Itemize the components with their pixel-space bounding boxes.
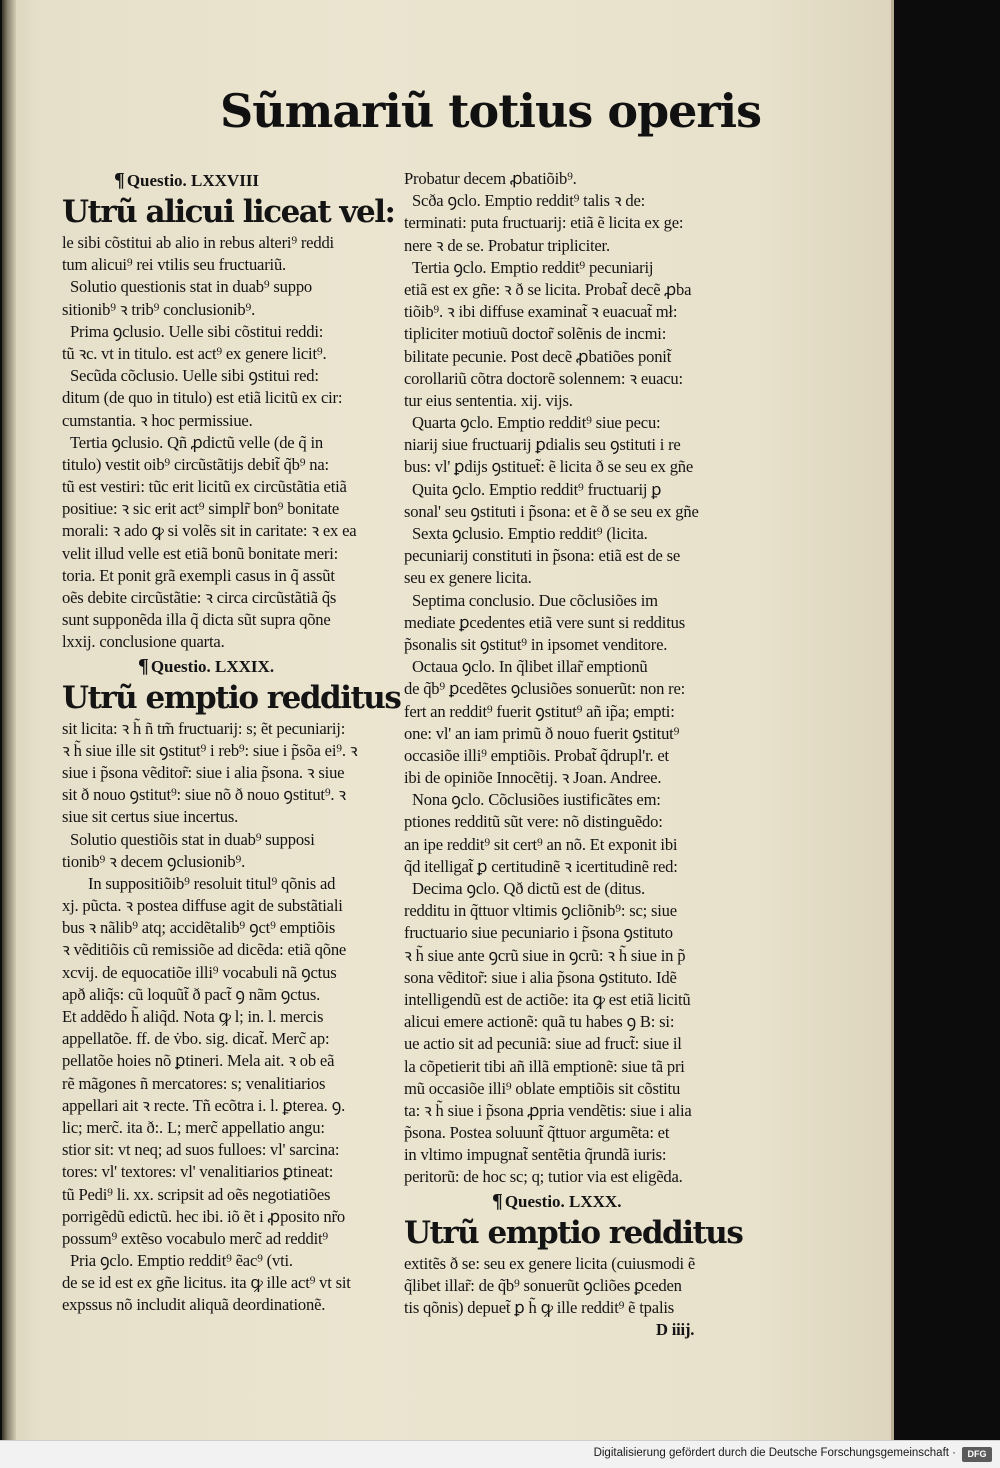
- text-line: tores: vl' textores: vl' venalitiarios ꝑtineat:: [62, 1162, 334, 1182]
- text-line: one: vl' an iam primũ ð nouo fuerit ꝯstitut⁹: [404, 723, 680, 743]
- question-label-row: [62, 654, 402, 678]
- text-line: bilitate pecunie. Post decẽ ꝓbatiões ponit̃: [404, 346, 672, 366]
- text-line: lic; merc̃. ita ð:. L; merc̃ appellatio angu:: [62, 1117, 325, 1137]
- text-line: fert an reddit⁹ fuerit ꝯstitut⁹ añ ip̃a; empti:: [404, 701, 675, 721]
- text-line: Probatur decem ꝓbatiõib⁹.: [404, 169, 577, 188]
- text-line: tis qõnis) depuet̃ ꝑ h̃ ꝙ ille reddit⁹ ẽ tpalis: [404, 1298, 675, 1317]
- question-label: Questio. LXXX.: [504, 1191, 622, 1211]
- text-line: fructuario siue pecuniario i p̃sona ꝯstituto: [404, 923, 673, 943]
- text-line: ꝛ vẽditiõis cũ remissiõe ad dicẽda: etiã qõne: [62, 940, 347, 960]
- text-line: tũ Pedi⁹ li. xx. scripsit ad oẽs negotiatiões: [62, 1184, 331, 1204]
- text-line: tũ ꝛc. vt in titulo. est act⁹ ex genere licit⁹.: [62, 343, 327, 363]
- text-line: p̃sona. Postea soluunt̃ q̃ttuor argumẽta: et: [404, 1123, 670, 1143]
- text-line: Tertia ꝯclusio. Qñ ꝓdictũ velle (de q̃ in: [70, 432, 323, 452]
- text-line: p̃sonalis sit ꝯstitut⁹ in ipsomet venditore.: [404, 634, 668, 654]
- text-line: appellatõe. ff. de v̇bo. sig. dicat̃. Merc̃ ap:: [62, 1029, 330, 1049]
- text-line: appellari ait ꝛ recte. Tñ ecõtra i. l. ꝑterea. ꝯ.: [62, 1095, 346, 1115]
- text-line: xcvij. de equocatiõe illi⁹ vocabuli nã ꝯctus: [62, 962, 337, 982]
- text-line: alicui emere actionẽ: quã tu habes ꝯ B: si:: [404, 1012, 675, 1032]
- text-line: Pria ꝯclo. Emptio reddit⁹ ẽac⁹ (vti.: [70, 1251, 293, 1271]
- text-line: lxxij. conclusione quarta.: [62, 632, 225, 652]
- text-line: velit illud velle est etiã bonũ bonitate meri:: [62, 543, 339, 563]
- text-line: expssus nõ includit aliquã deordinationẽ.: [62, 1295, 326, 1315]
- text-line: toria. Et ponit grã exempli casus in q̃ assũt: [62, 565, 335, 585]
- text-line: occasiõe illi⁹ emptiõis. Probat̃ q̃drupl'r. et: [404, 745, 669, 765]
- text-line: pecuniarij constituti in p̃sona: etiã est de se: [404, 546, 681, 566]
- text-line: tipliciter motiuũ doctor̃ solẽnis de incmi:: [404, 324, 667, 344]
- text-line: corollariũ cõtra doctorẽ solennem: ꝛ euacu:: [404, 368, 683, 388]
- book-page: [2, 0, 894, 1440]
- text-line: ue actio sit ad pecuniã: siue ad fruct̃: siue il: [404, 1034, 682, 1054]
- text-line: redditu in q̃ttuor vltimis ꝯcliõnib⁹: sc; siue: [404, 901, 677, 921]
- text-line: sit licita: ꝛ h̃ ñ tm̃ fructuarij: s; ẽt pecuniarij:: [62, 718, 346, 738]
- text-line: terminati: puta fructuarij: etiã ẽ licita ex ge:: [404, 213, 684, 233]
- text-line: tum alicui⁹ rei vtilis seu fructuariũ.: [62, 255, 286, 275]
- text-line: extitẽs ð se: seu ex genere licita (cuiusmodi ẽ: [404, 1253, 696, 1273]
- text-line: pellatõe hoies nõ ꝑtineri. Mela ait. ꝛ ob eã: [62, 1051, 335, 1071]
- question-heading: Utrũ alicui liceat vel:: [62, 194, 395, 230]
- digitization-footer: [0, 1440, 1000, 1468]
- text-line: ditum (de quo in titulo) est etiã licitũ ex cir:: [62, 388, 343, 408]
- text-line: bus: vl' ꝑdijs ꝯstituet̃: ẽ licita ð se seu ex gñe: [404, 457, 694, 477]
- pilcrow-icon: ¶: [114, 169, 125, 191]
- text-line: q̃d itelligat̃ ꝑ certitudinẽ ꝛ icertitudinẽ red:: [404, 856, 678, 876]
- text-line: titulo) vestit oib⁹ circũstãtijs debit̃ q̃b⁹ na:: [62, 454, 329, 474]
- text-line: Scða ꝯclo. Emptio reddit⁹ talis ꝛ de:: [412, 191, 646, 211]
- right-text-column: [404, 168, 774, 1341]
- text-line: Tertia ꝯclo. Emptio reddit⁹ pecuniarij: [412, 257, 654, 277]
- question-label: Questio. LXXVIII: [126, 171, 260, 190]
- text-line: Sexta ꝯclusio. Emptio reddit⁹ (licita.: [412, 524, 648, 543]
- text-line: tur eius sententia. xij. vijs.: [404, 390, 573, 410]
- text-line: mũ occasiõe illi⁹ oblate emptiõis sit cõstitu: [404, 1078, 681, 1098]
- question-label-row: [62, 168, 402, 192]
- text-line: Quita ꝯclo. Emptio reddit⁹ fructuarij ꝑ: [412, 479, 662, 499]
- text-line: seu ex genere licita.: [404, 568, 532, 588]
- text-line: intelligendũ est de actiõe: ita ꝙ est etiã licitũ: [404, 989, 691, 1009]
- text-line: de q̃b⁹ ꝑcedẽtes ꝯclusiões sonuerũt: non re:: [404, 679, 686, 699]
- text-line: ꝛ h̃ siue ille sit ꝯstitut⁹ i reb⁹: siue i p̃sõa ei⁹. ꝛ: [62, 740, 358, 760]
- text-line: possum⁹ extẽso vocabulo merc̃ ad reddit⁹: [62, 1228, 328, 1248]
- text-line: sunt supponẽda illa q̃ dicta sũt supra qõne: [62, 610, 331, 630]
- text-line: de se id est ex gñe licitus. ita ꝙ ille act⁹ vt sit: [62, 1273, 351, 1293]
- text-line: tiõib⁹. ꝛ ibi diffuse examinat̃ ꝛ euacuat̃ mł:: [404, 302, 678, 322]
- page-gutter: [2, 0, 16, 1440]
- text-line: siue sit certus siue incertus.: [62, 807, 239, 827]
- text-line: peritorũ: de hoc sc; q; tutior via est eligẽda.: [404, 1167, 683, 1187]
- text-line: la cõpetierit tibi añ illã emptionẽ: siue tã pri: [404, 1056, 685, 1076]
- text-line: rẽ mãgones ñ mercatores: s; venalitiarios: [62, 1073, 326, 1093]
- signature-mark: D iiij.: [656, 1320, 695, 1340]
- text-line: sitionib⁹ ꝛ trib⁹ conclusionib⁹.: [62, 299, 256, 319]
- text-line: q̃libet illar̃: de q̃b⁹ sonuerũt ꝯcliões ꝑceden: [404, 1275, 682, 1295]
- dfg-logo-icon: DFG: [962, 1447, 992, 1462]
- text-line: ibi de opiniõe Innocẽtij. ꝛ Joan. Andree.: [404, 768, 662, 788]
- text-line: niarij siue fructuarij ꝑdialis seu ꝯstituti i re: [404, 435, 681, 455]
- text-line: siue i p̃sona vẽditor̃: siue i alia p̃sona. ꝛ siue: [62, 762, 345, 782]
- text-line: tionib⁹ ꝛ decem ꝯclusionib⁹.: [62, 851, 246, 871]
- text-line: apð aliq̃s: cũ loquũt̃ ð pact̃ ꝯ nãm ꝯctus.: [62, 984, 321, 1004]
- text-line: bus ꝛ nãlib⁹ atq; accidẽtalib⁹ ꝯct⁹ emptiõis: [62, 918, 336, 938]
- running-head: Sũmariũ totius operis: [220, 84, 762, 138]
- text-line: le sibi cõstitui ab alio in rebus alteri⁹ reddi: [62, 233, 334, 252]
- text-line: mediate ꝑcedentes etiã vere sunt si redditus: [404, 612, 685, 632]
- text-line: Decima ꝯclo. Qð dictũ est de (ditus.: [412, 879, 645, 898]
- text-line: xj. pũcta. ꝛ postea diffuse agit de substãtiali: [62, 896, 343, 916]
- text-line: cumstantia. ꝛ hoc permissiue.: [62, 410, 253, 430]
- text-line: Solutio questionis stat in duab⁹ suppo: [70, 277, 313, 297]
- text-line: in vltimo impugnat̃ sentẽtia q̃rundã iuris:: [404, 1145, 667, 1165]
- text-line: sonal' seu ꝯstituti i p̃sona: et ẽ ð se seu ex gñe: [404, 501, 699, 521]
- text-line: Et addẽdo h̃ aliq̃d. Nota ꝙ l; in. l. mercis: [62, 1007, 324, 1026]
- text-line: ꝛ h̃ siue ante ꝯcrũ siue in ꝯcrũ: ꝛ h̃ siue in p̃: [404, 945, 686, 965]
- text-line: Solutio questiõis stat in duab⁹ supposi: [70, 829, 315, 849]
- text-line: sona vẽditor̃: siue i alia p̃sona ꝯstituto. Idẽ: [404, 967, 677, 987]
- question-label-row: [404, 1189, 774, 1213]
- text-line: Prima ꝯclusio. Uelle sibi cõstitui reddi:: [70, 321, 324, 341]
- text-line: In suppositiõib⁹ resoluit titul⁹ qõnis ad: [88, 873, 336, 893]
- text-line: ptiones redditũ sũt vere: nõ distinguẽdo:: [404, 812, 663, 832]
- text-line: nere ꝛ de se. Probatur tripliciter.: [404, 235, 610, 255]
- text-line: positiue: ꝛ sic erit act⁹ simplr̃ bon⁹ bonitate: [62, 499, 340, 519]
- text-line: etiã est ex gñe: ꝛ ð se licita. Probat̃ decẽ ꝓba: [404, 279, 692, 299]
- question-heading: Utrũ emptio redditus: [62, 679, 401, 716]
- pilcrow-icon: ¶: [492, 1189, 503, 1212]
- text-line: porrigẽdũ edictũ. hec ibi. iõ ẽt i ꝓposito nr̃o: [62, 1206, 345, 1226]
- text-line: an ipe reddit⁹ sit cert⁹ an nõ. Et exponit ibi: [404, 834, 678, 854]
- text-line: oẽs debite circũstãtie: ꝛ circa circũstãtiã q̃s: [62, 588, 337, 607]
- text-line: ta: ꝛ h̃ siue i p̃sona ꝓpria vendẽtis: siue i alia: [404, 1100, 692, 1120]
- pilcrow-icon: ¶: [138, 654, 149, 677]
- funding-notice: Digitalisierung gefördert durch die Deutsche Forschungsgemeinschaft ·: [593, 1447, 956, 1459]
- question-heading: Utrũ emptio redditus: [404, 1214, 743, 1251]
- text-line: Nona ꝯclo. Cõclusiões iustificãtes em:: [412, 790, 661, 810]
- text-line: Secũda cõclusio. Uelle sibi ꝯstitui red:: [70, 366, 319, 386]
- question-label: Questio. LXXIX.: [150, 656, 275, 676]
- text-line: Quarta ꝯclo. Emptio reddit⁹ siue pecu:: [412, 413, 661, 433]
- text-line: Septima conclusio. Due cõclusiões im: [412, 590, 658, 610]
- text-line: tũ est vestiri: tũc erit licitũ ex circũstãtia etiã: [62, 477, 347, 497]
- text-line: Octaua ꝯclo. In q̃libet illar̃ emptionũ: [412, 657, 648, 677]
- text-line: morali: ꝛ ado ꝙ si volẽs sit in caritate: ꝛ ex ea: [62, 521, 357, 541]
- text-line: sit ð nouo ꝯstitut⁹: siue nõ ð nouo ꝯstitut⁹. ꝛ: [62, 785, 346, 805]
- left-text-column: [62, 168, 402, 1317]
- text-line: stior sit: vt neq; ad suos fulloes: vl' sarcina:: [62, 1140, 340, 1160]
